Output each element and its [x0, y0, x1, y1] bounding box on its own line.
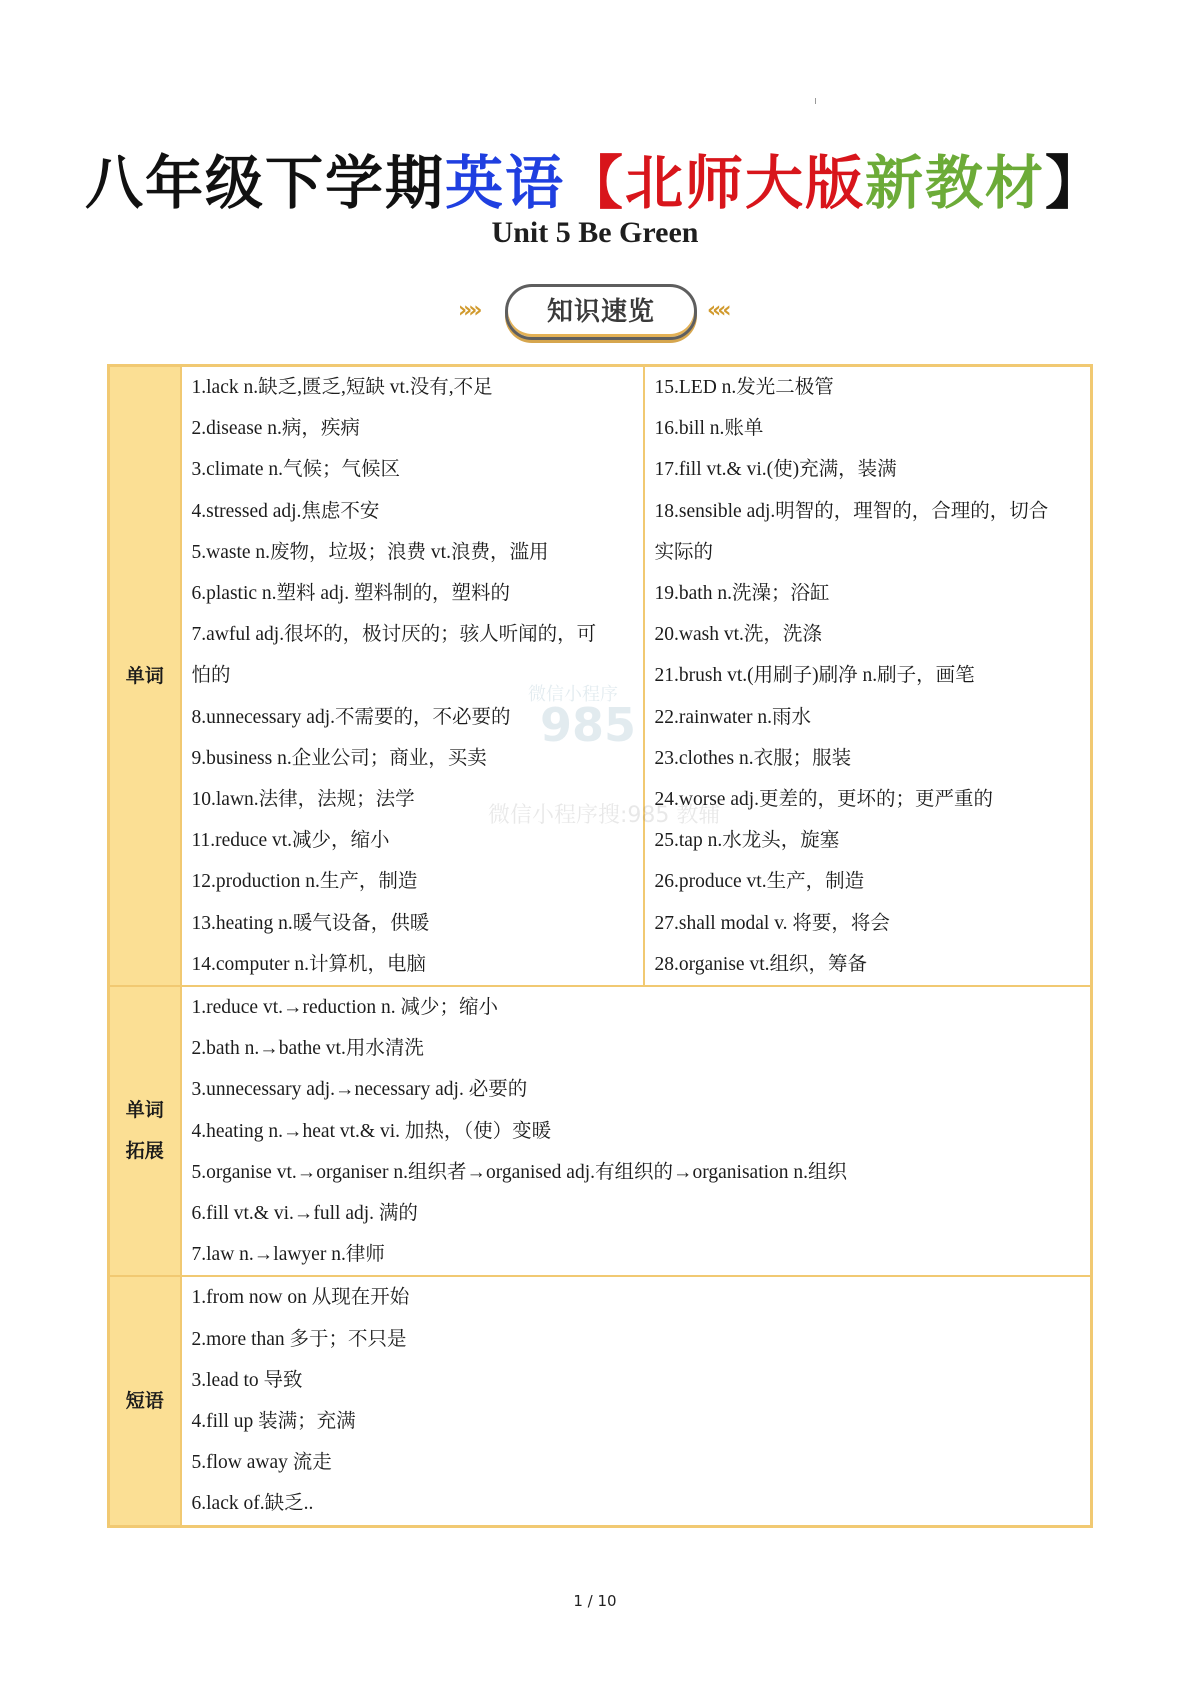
vocabulary-table [107, 364, 1093, 1528]
extension-entry: 4.heating n.→heat vt.& vi. 加热，（使）变暖 [191, 1120, 552, 1142]
phrases-label: 短语 [109, 1276, 181, 1526]
word-entry: 8.unnecessary adj.不需要的，不必要的 [191, 706, 511, 728]
word-entry: 27.shall modal v. 将要，将会 [654, 912, 890, 934]
banner-left-arrow-icon: »» [458, 298, 479, 323]
page-title [0, 148, 1190, 218]
phrases-content [181, 1276, 1092, 1526]
word-entry: 6.plastic n.塑料 adj. 塑料制的，塑料的 [191, 583, 510, 605]
watermark-line3: 微信小程序搜:985 教辅 [488, 803, 721, 828]
word-entry: 11.reduce vt.减少，缩小 [191, 830, 390, 852]
title-new-textbook: 新教材 [865, 149, 1046, 217]
words-left-column [181, 366, 644, 987]
extension-entry: 6.fill vt.& vi.→full adj. 满的 [191, 1203, 418, 1225]
phrase-entry: 4.fill up 装满；充满 [191, 1411, 356, 1433]
word-entry: 4.stressed adj.焦虑不安 [191, 500, 380, 522]
extensions-label [109, 986, 181, 1276]
words-row [109, 366, 1092, 987]
extension-entry: 2.bath n.→bathe vt.用水清洗 [191, 1038, 424, 1060]
phrases-row [109, 1276, 1092, 1526]
words-label: 单词 [109, 366, 181, 987]
word-entry: 26.produce vt.生产，制造 [654, 871, 865, 893]
watermark-line2: 985 [540, 698, 637, 752]
watermark-line1: 微信小程序 [528, 684, 618, 705]
word-entry: 2.disease n.病，疾病 [191, 418, 360, 440]
extension-entry: 1.reduce vt.→reduction n. 减少；缩小 [191, 997, 499, 1019]
word-entry: 3.climate n.气候；气候区 [191, 459, 401, 481]
extensions-label-line1: 单词 [125, 1099, 164, 1122]
word-entry: 17.fill vt.& vi.(使)充满，装满 [654, 459, 897, 481]
word-entry: 21.brush vt.(用刷子)刷净 n.刷子，画笔 [654, 665, 975, 687]
word-entry: 16.bill n.账单 [654, 418, 764, 440]
word-entry: 7.awful adj.很坏的，极讨厌的；骇人听闻的，可 [191, 624, 597, 646]
phrase-entry: 1.from now on 从现在开始 [191, 1287, 410, 1309]
phrase-entry: 6.lack of.缺乏.. [191, 1493, 314, 1515]
words-right-column [644, 366, 1092, 987]
word-entry: 25.tap n.水龙头，旋塞 [654, 830, 840, 852]
unit-subtitle: Unit 5 Be Green [491, 216, 699, 249]
extension-entry: 5.organise vt.→organiser n.组织者→organised adj.有组织的→organisation n.组织 [191, 1161, 848, 1183]
word-entry: 10.lawn.法律，法规；法学 [191, 789, 415, 811]
word-entry: 22.rainwater n.雨水 [654, 706, 811, 728]
word-entry: 13.heating n.暖气设备，供暖 [191, 912, 430, 934]
extension-entry: 3.unnecessary adj.→necessary adj. 必要的 [191, 1079, 528, 1101]
banner-right-arrow-icon: «« [707, 298, 728, 323]
word-entry: 24.worse adj.更差的，更坏的；更严重的 [654, 789, 994, 811]
phrase-entry: 2.more than 多于；不只是 [191, 1328, 407, 1350]
word-entry: 5.waste n.废物，垃圾；浪费 vt.浪费，滥用 [191, 541, 549, 563]
word-entry: 20.wash vt.洗，洗涤 [654, 624, 822, 646]
word-entry: 18.sensible adj.明智的，理智的，合理的，切合 [654, 500, 1049, 522]
extensions-content [181, 986, 1092, 1276]
word-entry: 9.business n.企业公司；商业，买卖 [191, 747, 487, 769]
word-entry: 14.computer n.计算机，电脑 [191, 953, 427, 975]
phrase-entry: 5.flow away 流走 [191, 1452, 332, 1474]
extensions-label-line2: 拓展 [125, 1140, 164, 1163]
title-subject: 英语 [444, 149, 565, 217]
extension-entry: 7.law n.→lawyer n.律师 [191, 1244, 385, 1266]
word-entry: 1.lack n.缺乏,匮乏,短缺 vt.没有,不足 [191, 377, 493, 398]
title-bracket-close: 】 [1045, 149, 1106, 217]
word-entry: 实际的 [654, 541, 714, 563]
section-banner: 知识速览 [505, 284, 697, 340]
word-entry: 28.organise vt.组织，筹备 [654, 953, 868, 975]
page-mark [815, 98, 816, 104]
word-entry: 19.bath n.洗澡；浴缸 [654, 583, 830, 605]
word-entry: 15.LED n.发光二极管 [654, 377, 834, 398]
phrase-entry: 3.lead to 导致 [191, 1369, 303, 1391]
title-grade: 八年级下学期 [84, 149, 445, 217]
word-entry: 12.production n.生产，制造 [191, 871, 418, 893]
word-entry: 23.clothes n.衣服；服装 [654, 747, 852, 769]
title-publisher: 【北师大版 [564, 149, 865, 217]
page-number: 1 / 10 [573, 1592, 617, 1610]
word-entry: 怕的 [191, 665, 231, 687]
extensions-row [109, 986, 1092, 1276]
